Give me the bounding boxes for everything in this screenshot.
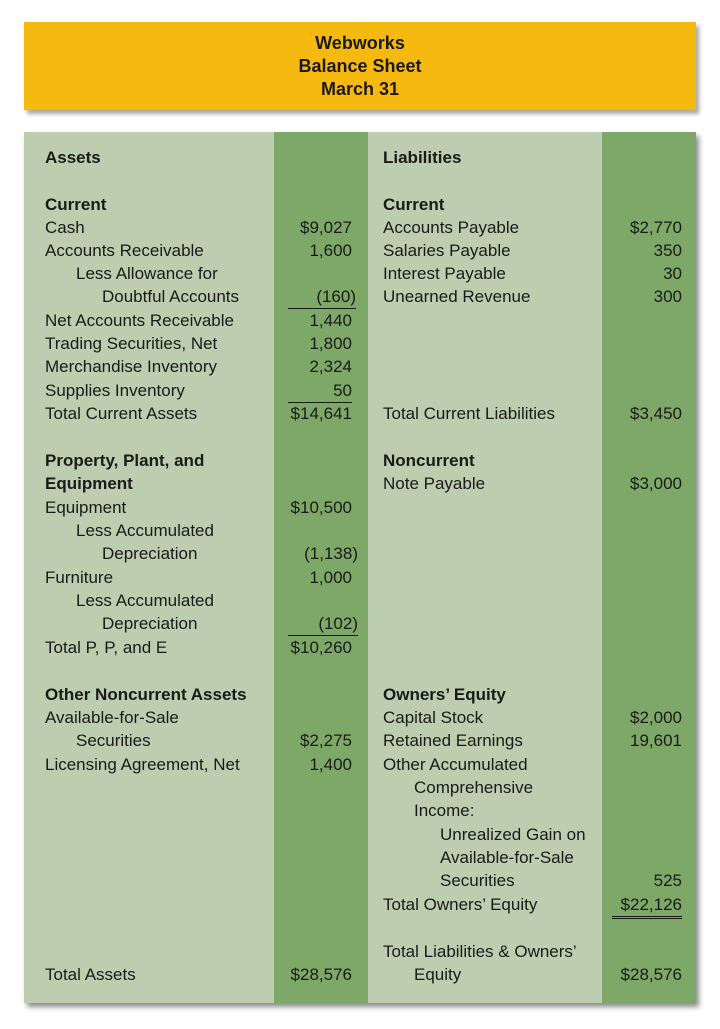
unrealized-gain-amount: 525 (653, 871, 682, 890)
capital-stock-amount: $2,000 (630, 708, 682, 727)
licensing-amount: 1,400 (309, 755, 352, 774)
total-liab-equity-label-line2: Equity (414, 965, 462, 984)
total-owners-equity-amount (612, 893, 682, 919)
furniture-amount: 1,000 (309, 568, 352, 587)
total-ppe-label: Total P, P, and E (45, 638, 168, 657)
total-current-liabilities-label: Total Current Liabilities (383, 404, 555, 423)
ppe-heading-line2: Equipment (45, 474, 133, 493)
statement-title: Balance Sheet (298, 55, 422, 76)
total-liab-equity-amount: $28,576 (620, 965, 682, 984)
cash-label: Cash (45, 218, 85, 237)
statement-header (24, 22, 696, 110)
trading-securities-label: Trading Securities, Net (45, 334, 218, 353)
equipment-amount: $10,500 (290, 498, 352, 517)
capital-stock-label: Capital Stock (383, 708, 484, 727)
aoci-label-line3: Income: (414, 801, 475, 820)
supplies-amount (288, 379, 352, 403)
net-ar-label: Net Accounts Receivable (45, 311, 234, 330)
allowance-label-line1: Less Allowance for (76, 264, 218, 283)
total-ppe-amount: $10,260 (290, 638, 352, 657)
current-liabilities-heading: Current (383, 195, 445, 214)
allowance-label-line2: Doubtful Accounts (102, 287, 240, 306)
furniture-label: Furniture (45, 568, 114, 587)
statement-date: March 31 (320, 78, 400, 99)
total-liab-equity-label-line1: Total Liabilities & Owners’ (383, 942, 577, 961)
accum-dep2-label-line2: Depreciation (102, 614, 198, 633)
unrealized-gain-label-line3: Securities (440, 871, 515, 890)
aoci-label-line2: Comprehensive (414, 778, 534, 797)
accum-dep2-amount-text: (102) (318, 614, 358, 633)
aoci-label-line1: Other Accumulated (383, 755, 528, 774)
supplies-label: Supplies Inventory (45, 381, 185, 400)
salaries-amount: 350 (653, 241, 682, 260)
cash-amount: $9,027 (300, 218, 352, 237)
total-assets-label: Total Assets (45, 965, 136, 984)
company-name: Webworks (315, 32, 405, 53)
merchandise-amount: 2,324 (309, 357, 352, 376)
owners-equity-heading: Owners’ Equity (383, 685, 506, 704)
accum-dep-label-line2: Depreciation (102, 544, 198, 563)
interest-label: Interest Payable (383, 264, 506, 283)
net-ar-amount: 1,440 (309, 311, 352, 330)
total-owners-equity-amount-text: $22,126 (620, 895, 682, 914)
total-current-assets-amount: $14,641 (290, 404, 352, 423)
afs-label-line2: Securities (76, 731, 151, 750)
supplies-amount-text: 50 (333, 381, 352, 400)
total-current-liabilities-amount: $3,450 (630, 404, 682, 423)
other-noncurrent-heading: Other Noncurrent Assets (45, 685, 247, 704)
unearned-label: Unearned Revenue (383, 287, 531, 306)
total-owners-equity-label: Total Owners’ Equity (383, 895, 538, 914)
unrealized-gain-label-line1: Unrealized Gain on (440, 825, 586, 844)
liabilities-heading: Liabilities (383, 148, 462, 167)
unearned-amount: 300 (653, 287, 682, 306)
salaries-label: Salaries Payable (383, 241, 511, 260)
ar-label: Accounts Receivable (45, 241, 204, 260)
licensing-label: Licensing Agreement, Net (45, 755, 240, 774)
noncurrent-liabilities-heading: Noncurrent (383, 451, 475, 470)
note-payable-amount: $3,000 (630, 474, 682, 493)
interest-amount: 30 (663, 264, 682, 283)
ppe-heading-line1: Property, Plant, and (45, 451, 205, 470)
current-assets-heading: Current (45, 195, 107, 214)
balance-sheet-table (24, 132, 696, 1003)
ar-amount: 1,600 (309, 241, 352, 260)
ap-label: Accounts Payable (383, 218, 520, 237)
allowance-amount (288, 285, 356, 309)
accum-dep-amount: (1,138) (304, 544, 358, 563)
total-current-assets-label: Total Current Assets (45, 404, 198, 423)
retained-earnings-label: Retained Earnings (383, 731, 523, 750)
total-assets-amount: $28,576 (290, 965, 352, 984)
accum-dep-label-line1: Less Accumulated (76, 521, 214, 540)
afs-label-line1: Available-for-Sale (45, 708, 179, 727)
assets-heading: Assets (45, 148, 101, 167)
merchandise-label: Merchandise Inventory (45, 357, 217, 376)
equipment-label: Equipment (45, 498, 127, 517)
note-payable-label: Note Payable (383, 474, 486, 493)
unrealized-gain-label-line2: Available-for-Sale (440, 848, 574, 867)
accum-dep2-amount (288, 612, 358, 636)
allowance-amount-text: (160) (316, 287, 356, 306)
afs-amount: $2,275 (300, 731, 352, 750)
accum-dep2-label-line1: Less Accumulated (76, 591, 214, 610)
trading-securities-amount: 1,800 (309, 334, 352, 353)
ap-amount: $2,770 (630, 218, 682, 237)
retained-earnings-amount: 19,601 (630, 731, 682, 750)
